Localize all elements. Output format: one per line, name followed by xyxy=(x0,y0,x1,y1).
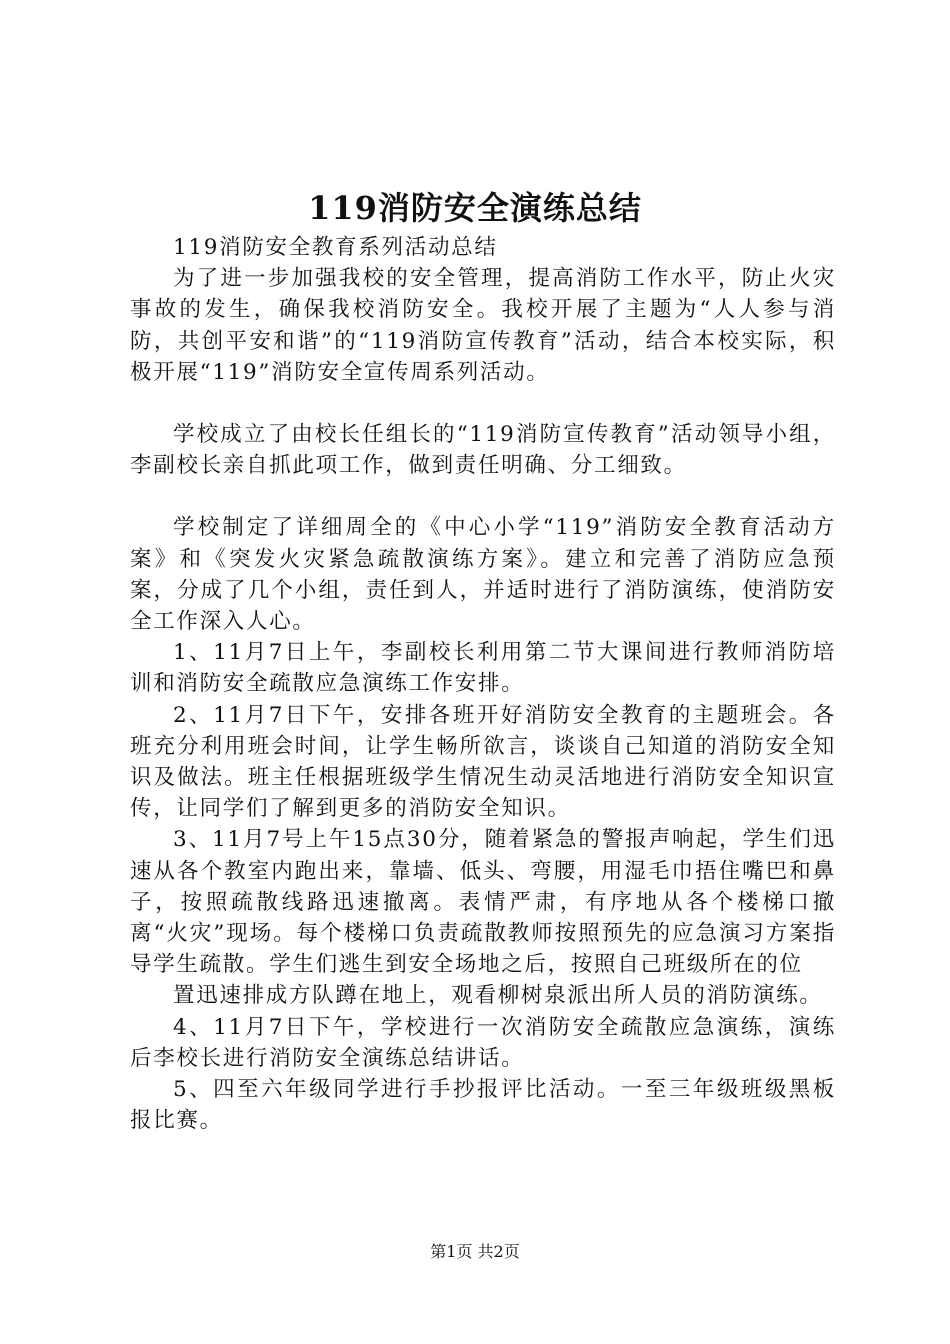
item-5-paragraph: 5、四至六年级同学进行手抄报评比活动。一至三年级班级黑板报比赛。 xyxy=(130,1077,836,1134)
leadership-paragraph: 学校成立了由校长任组长的“119消防宣传教育”活动领导小组，李副校长亲自抓此项工作，做到责任明确、分工细致。 xyxy=(130,422,836,479)
item-4-paragraph: 4、11月7日下午，学校进行一次消防安全疏散应急演练，演练后李校长进行消防安全演练总结讲话。 xyxy=(130,1014,836,1071)
page-number-footer: 第1页 共2页 xyxy=(430,1242,520,1261)
intro-paragraph: 为了进一步加强我校的安全管理，提高消防工作水平，防止火灾事故的发生，确保我校消防安全。我校开展了主题为“人人参与消防，共创平安和谐”的“119消防宣传教育”活动，结合本校实际，积极开展“119”消防安全宣传周系列活动。 xyxy=(130,266,836,385)
item-2-paragraph: 2、11月7日下午，安排各班开好消防安全教育的主题班会。各班充分利用班会时间，让学生畅所欲言，谈谈自己知道的消防安全知识及做法。班主任根据班级学生情况生动灵活地进行消防安全知识宣传，让同学们了解到更多的消防安全知识。 xyxy=(130,702,836,822)
document-body xyxy=(130,232,836,1136)
item-3-paragraph: 3、11月7号上午15点30分，随着紧急的警报声响起，学生们迅速从各个教室内跑出来，靠墙、低头、弯腰，用湿毛巾捂住嘴巴和鼻子，按照疏散线路迅速撤离。表情严肃，有序地从各个楼梯口撤离“火灾”现场。每个楼梯口负责疏散教师按照预先的应急演习方案指导学生疏散。学生们逃生到安全场地之后，按照自己班级所在的位 xyxy=(130,827,836,978)
subtitle-paragraph: 119消防安全教育系列活动总结 xyxy=(173,235,498,260)
item-1-paragraph: 1、11月7日上午，李副校长利用第二节大课间进行教师消防培训和消防安全疏散应急演练工作安排。 xyxy=(130,640,836,697)
item-3-continued-paragraph: 置迅速排成方队蹲在地上，观看柳树泉派出所人员的消防演练。 xyxy=(173,983,823,1009)
document-title: 119消防安全演练总结 xyxy=(308,189,642,227)
plan-paragraph: 学校制定了详细周全的《中心小学“119”消防安全教育活动方案》和《突发火灾紧急疏散演练方案》。建立和完善了消防应急预案，分成了几个小组，责任到人，并适时进行了消防演练，使消防安全工作深入人心。 xyxy=(130,515,836,635)
